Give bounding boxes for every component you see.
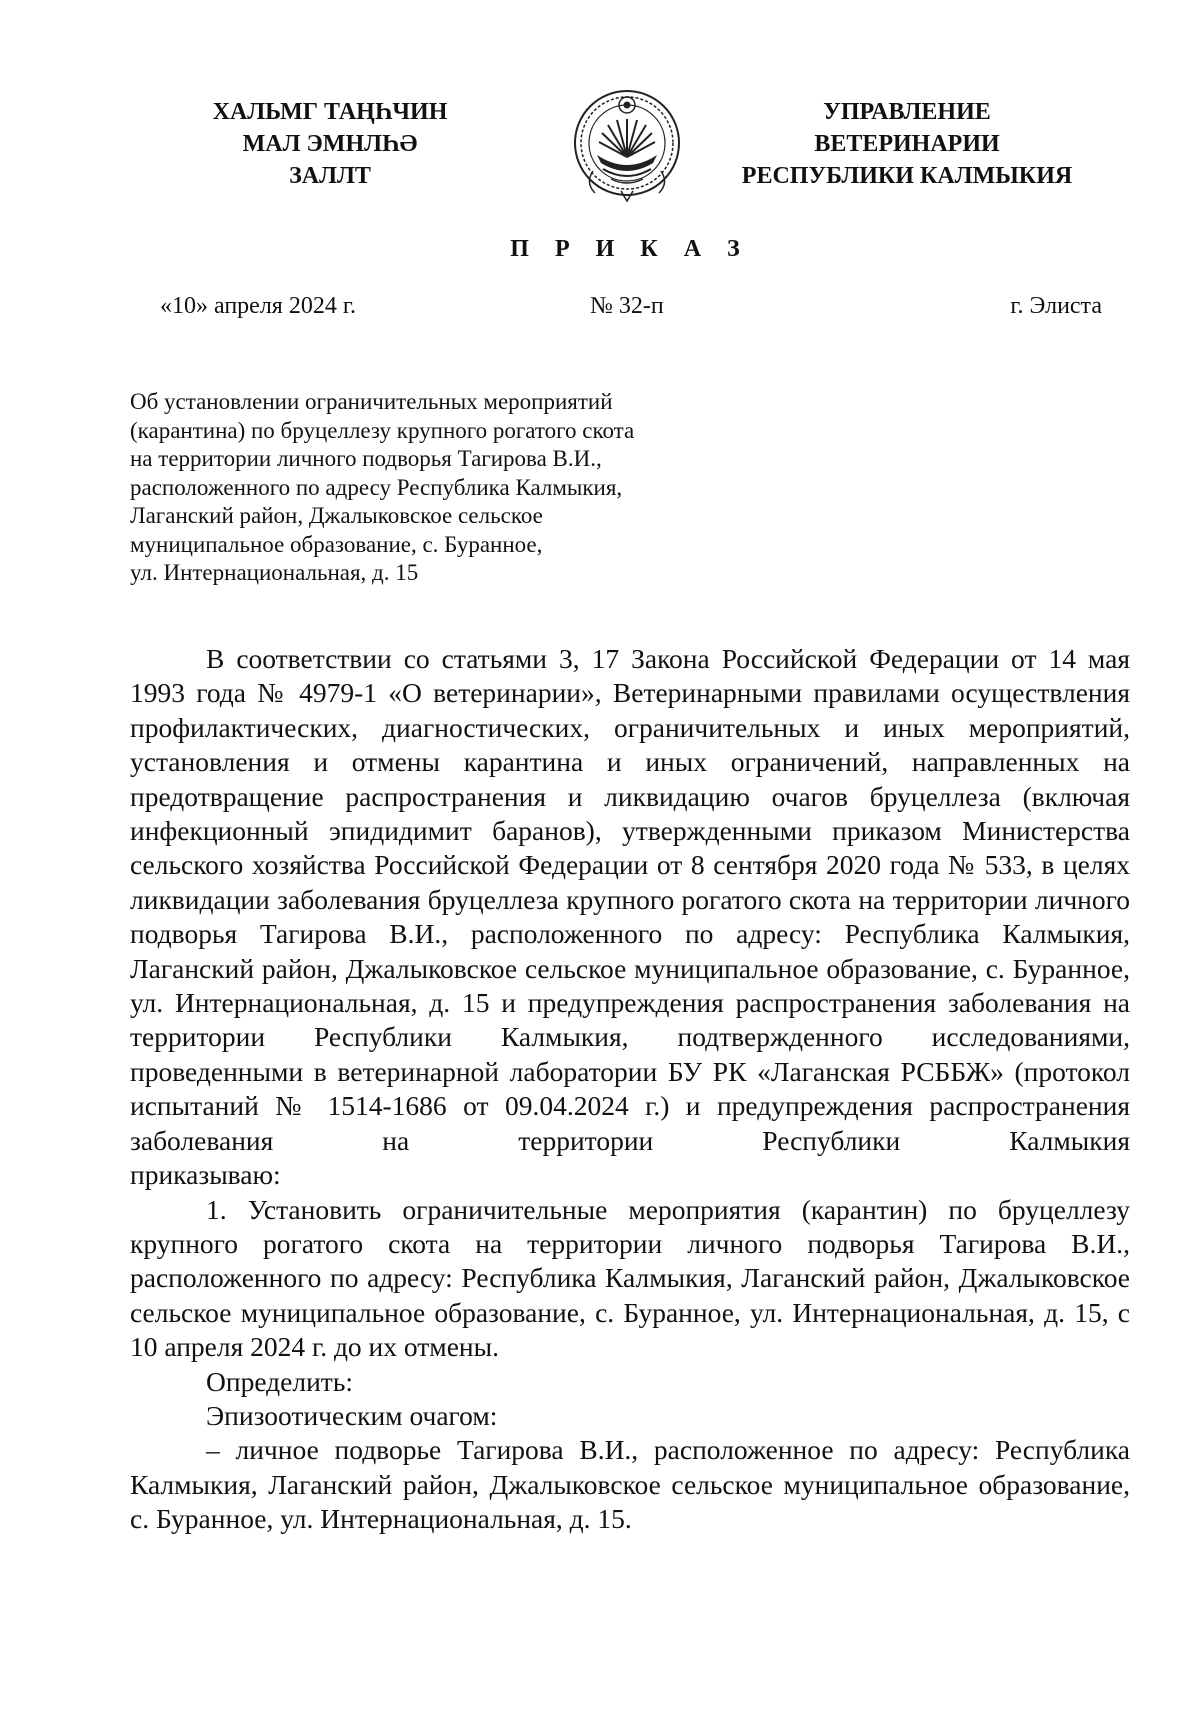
header-kalmyk-agency-name: [176, 96, 484, 192]
order-body: [130, 642, 1130, 1537]
republic-of-kalmykia-emblem-icon: [571, 83, 683, 207]
define-heading: Определить:: [206, 1365, 354, 1397]
focus-item: – личное подворье Тагирова В.И., расположенное по адресу: Республика Калмыкия, Лаганский район, Джалыковское сельское муниципальное образование, с. Буранное, ул. Интернациональная, д. 15.: [130, 1434, 1130, 1535]
header-russian-agency-name: [716, 96, 1098, 192]
subject-line: (карантина) по бруцеллезу крупного рогатого скота: [130, 417, 635, 443]
header-left-line: ХАЛЬМГ ТАҢҺЧИН: [212, 99, 448, 125]
order-directive: приказываю:: [130, 1159, 281, 1191]
order-date: «10» апреля 2024 г.: [160, 293, 356, 319]
focus-heading: Эпизоотическим очагом:: [206, 1399, 498, 1431]
order-number: № 32-п: [590, 293, 664, 319]
subject-line: муниципальное образование, с. Буранное,: [130, 531, 543, 557]
subject-line: расположенного по адресу Республика Калмыкия,: [130, 474, 623, 500]
order-city: г. Элиста: [1010, 293, 1102, 319]
subject-line: на территории личного подворья Тагирова В.И.,: [130, 446, 602, 471]
subject-line: Об установлении ограничительных мероприятий: [130, 389, 613, 414]
order-subject: [130, 388, 690, 588]
header-left-line: ЗАЛЛТ: [289, 163, 371, 189]
header-right-line: УПРАВЛЕНИЕ: [823, 99, 991, 125]
subject-line: ул. Интернациональная, д. 15: [130, 560, 419, 585]
header-left-line: МАЛ ЭМНЛҺӘ: [242, 131, 418, 157]
preamble-paragraph: В соответствии со статьями 3, 17 Закона Российской Федерации от 14 мая 1993 года № 4979-1 «О ветеринарии», Ветеринарными правилами осуществления профилактических, диагностических, ограничительных и иных мероприятий, установления и отмены карантина и иных ограничений, направленных на предотвращение распространения и ликвидацию очагов бруцеллеза (включая инфекционный эпидидимит баранов), утвержденными приказом Министерства сельского хозяйства Российской Федерации от 8 сентября 2020 года № 533, в целях ликвидации заболевания бруцеллеза крупного рогатого скота на территории личного подворья Тагирова В.И., расположенного по адресу: Республика Калмыкия, Лаганский район, Джалыковское сельское муниципальное образование, с. Буранное, ул. Интернациональная, д. 15 и предупреждения распространения заболевания на территории Республики Калмыкия, подтвержденного исследованиями, проведенными в ветеринарной лаборатории БУ РК «Лаганская РСББЖ» (протокол испытаний № 1514-1686 от 09.04.2024 г.) и предупреждения распространения заболевания на территории Республики Калмыкия: [130, 643, 1130, 1156]
order-title: П Р И К А З: [510, 236, 750, 262]
header-right-line: ВЕТЕРИНАРИИ: [814, 131, 1000, 157]
clause-1-paragraph: 1. Установить ограничительные мероприятия (карантин) по бруцеллезу крупного рогатого скота на территории личного подворья Тагирова В.И., расположенного по адресу: Республика Калмыкия, Лаганский район, Джалыковское сельское муниципальное образование, с. Буранное, ул. Интернациональная, д. 15, с 10 апреля 2024 г. до их отмены.: [130, 1193, 1130, 1363]
header-right-line: РЕСПУБЛИКИ КАЛМЫКИЯ: [741, 163, 1073, 189]
subject-line: Лаганский район, Джалыковское сельское: [130, 503, 543, 528]
